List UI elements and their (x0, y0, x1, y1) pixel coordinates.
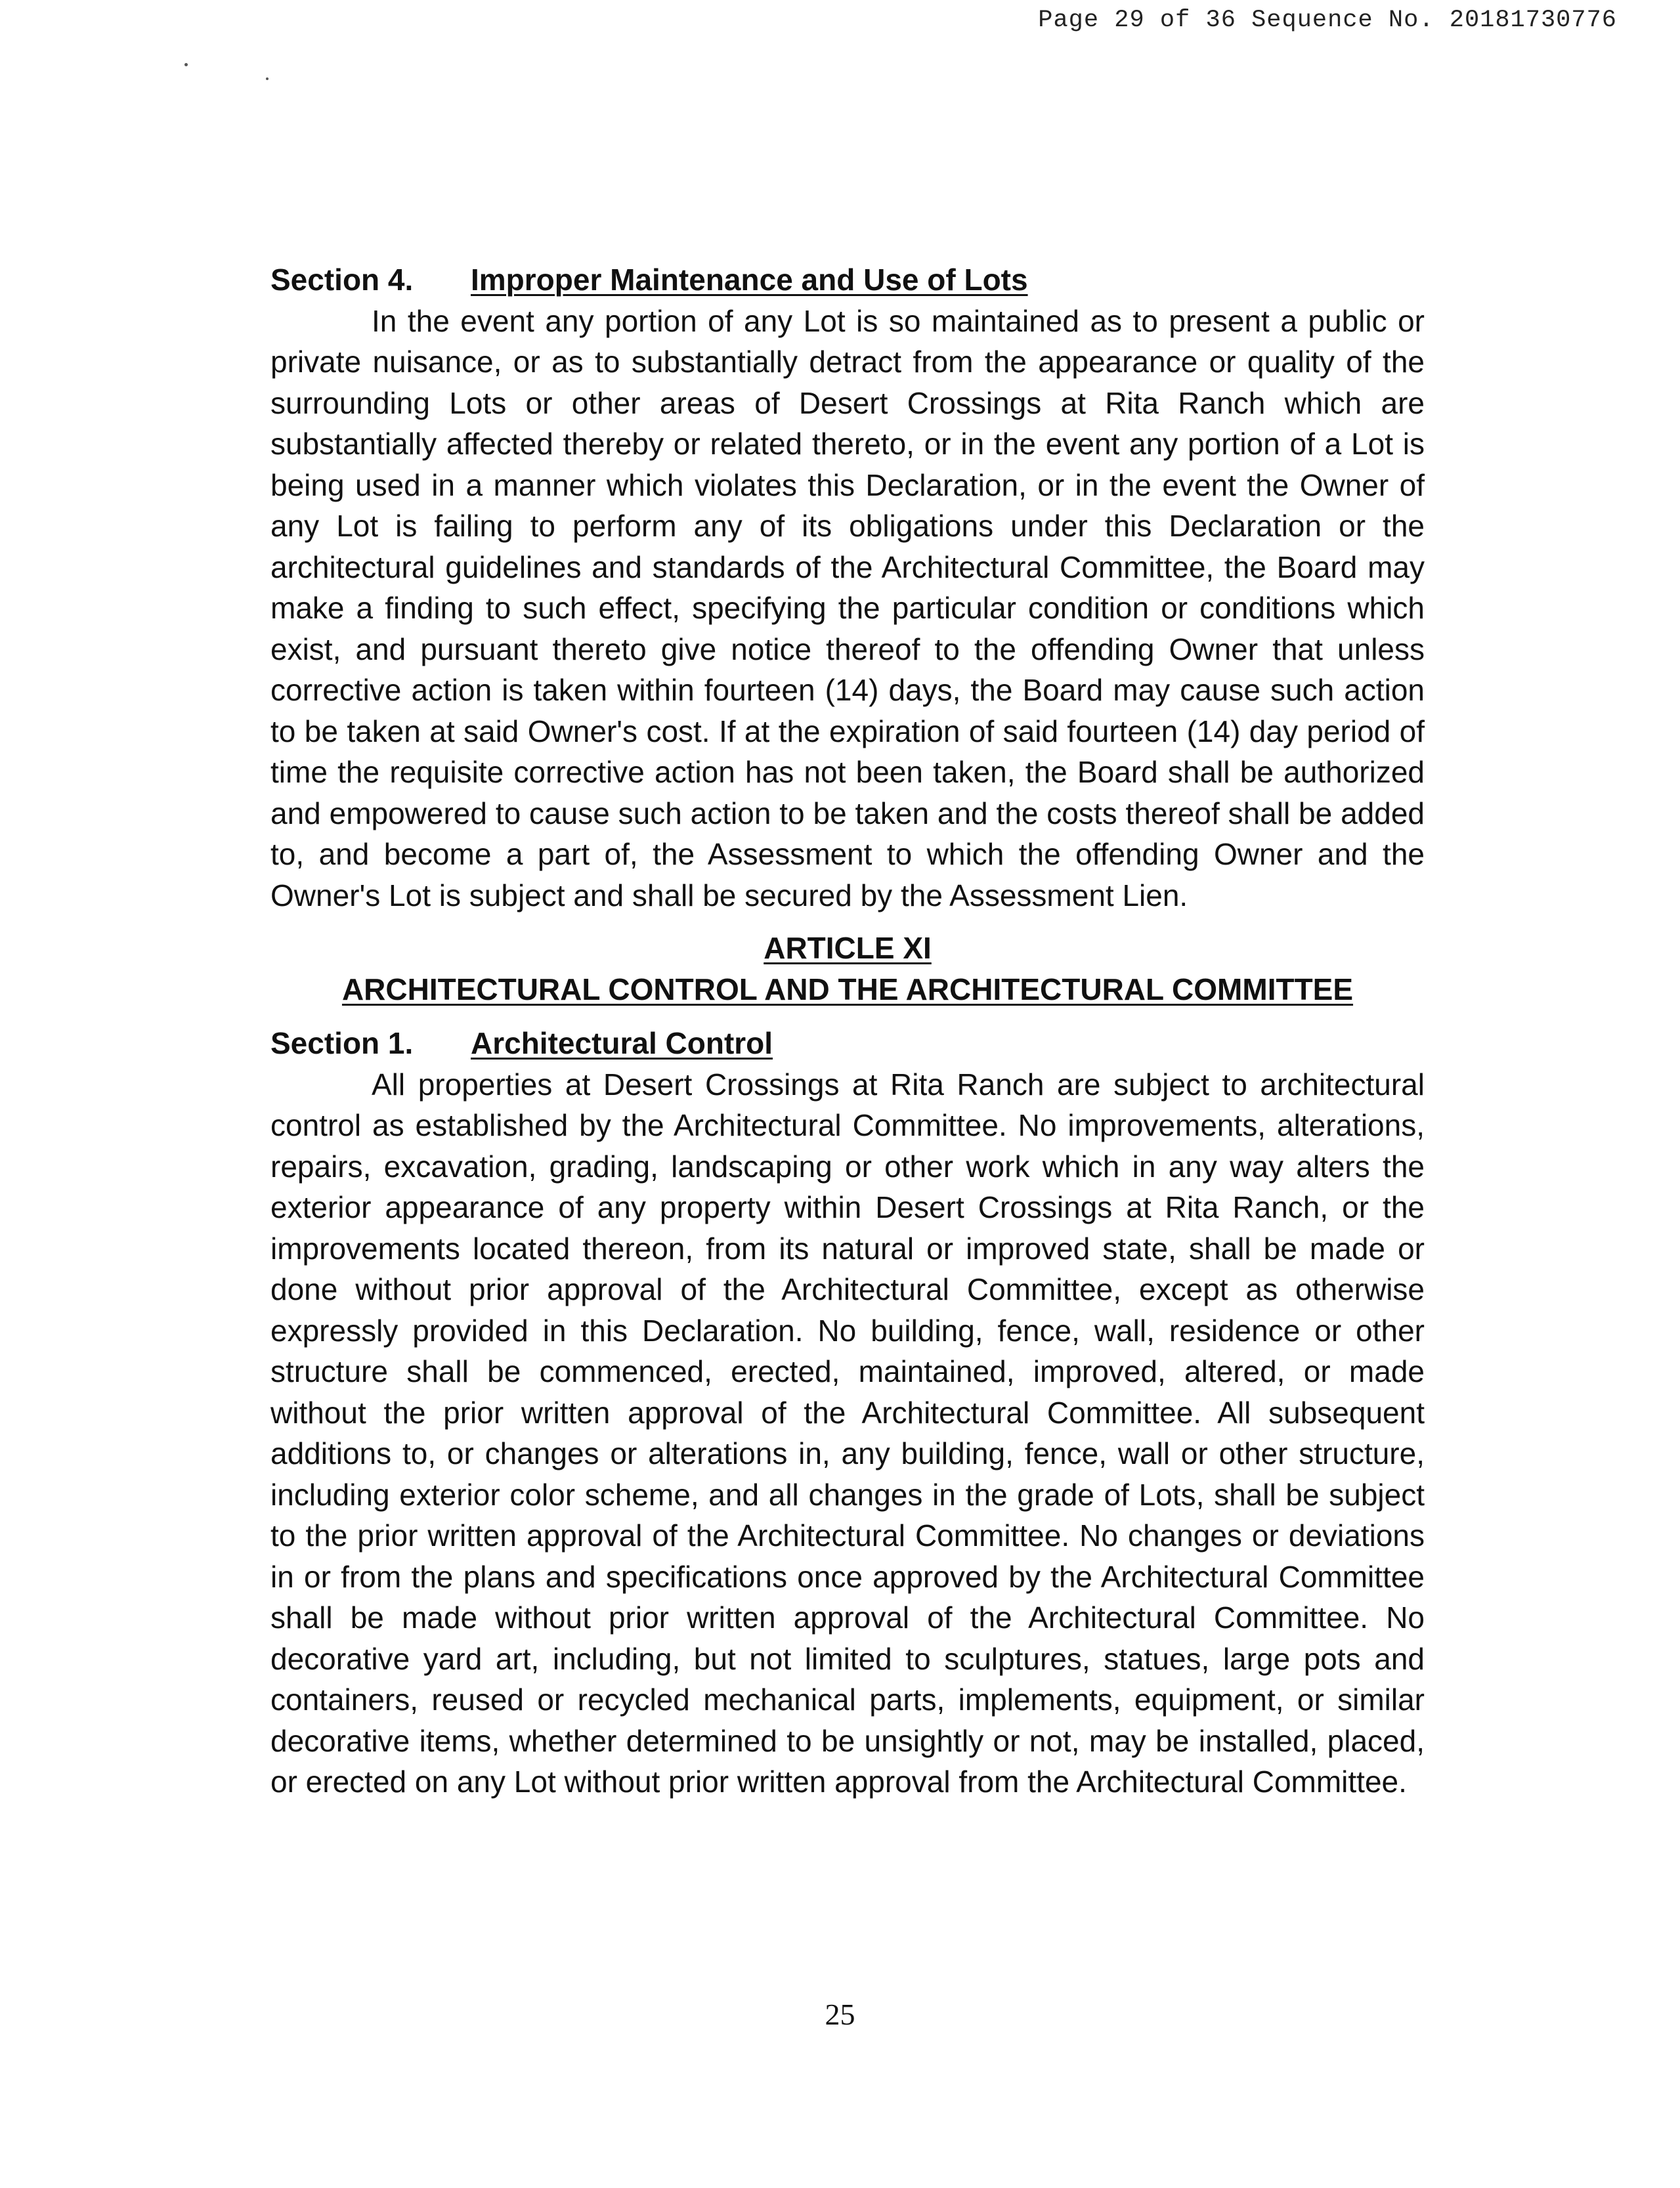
document-body (270, 259, 1425, 1803)
section-1-paragraph: All properties at Desert Crossings at Rita Ranch are subject to architectural control as established by the Architectural Committee. No improvements, alterations, repairs, excavation, grading, landscaping or other work which in any way alters the exterior appearance of any property within Desert Crossings at Rita Ranch, or the improvements located thereon, from its natural or improved state, shall be made or done without prior approval of the Architectural Committee, except as otherwise expressly provided in this Declaration. No building, fence, wall, residence or other structure shall be commenced, erected, maintained, improved, altered, or made without the prior written approval of the Architectural Committee. All subsequent additions to, or changes or alterations in, any building, fence, wall or other structure, including exterior color scheme, and all changes in the grade of Lots, shall be subject to the prior written approval of the Architectural Committee. No changes or deviations in or from the plans and specifications once approved by the Architectural Committee shall be made without prior written approval of the Architectural Committee. No decorative yard art, including, but not limited to sculptures, statues, large pots and containers, reused or recycled mechanical parts, implements, equipment, or similar decorative items, whether determined to be unsightly or not, may be installed, placed, or erected on any Lot without prior written approval from the Architectural Committee. (270, 1067, 1425, 1799)
page-number: 25 (825, 1998, 855, 2031)
scan-speck (266, 77, 269, 80)
section-4-paragraph: In the event any portion of any Lot is so maintained as to present a public or private nuisance, or as to substantially detract from the appearance or quality of the surrounding Lots or other areas of Desert Crossings at Rita Ranch which are substantially affected thereby or related thereto, or in the event any portion of a Lot is being used in a manner which violates this Declaration, or in the event the Owner of any Lot is failing to perform any of its obligations under this Declaration or the architectural guidelines and standards of the Architectural Committee, the Board may make a finding to such effect, specifying the particular condition or conditions which exist, and pursuant thereto give notice thereof to the offending Owner that unless corrective action is taken within fourteen (14) days, the Board may cause such action to be taken at said Owner's cost. If at the expiration of said fourteen (14) day period of time the requisite corrective action has not been taken, the Board shall be authorized and empowered to cause such action to be taken and the costs thereof shall be added to, and become a part of, the Assessment to which the offending Owner and the Owner's Lot is subject and shall be secured by the Assessment Lien. (270, 303, 1425, 912)
sequence-header: Page 29 of 36 Sequence No. 20181730776 (1038, 7, 1617, 34)
section-1-title: Architectural Control (471, 1026, 773, 1060)
section-4-heading (270, 259, 1425, 301)
scan-speck (184, 63, 188, 66)
section-4-title: Improper Maintenance and Use of Lots (471, 263, 1028, 297)
section-1-heading (270, 1023, 1425, 1064)
article-number: ARTICLE XI (764, 931, 932, 965)
section-4-number: Section 4. (270, 263, 414, 297)
section-1-number: Section 1. (270, 1026, 414, 1060)
article-title: ARCHITECTURAL CONTROL AND THE ARCHITECTURAL COMMITTEE (341, 972, 1354, 1006)
